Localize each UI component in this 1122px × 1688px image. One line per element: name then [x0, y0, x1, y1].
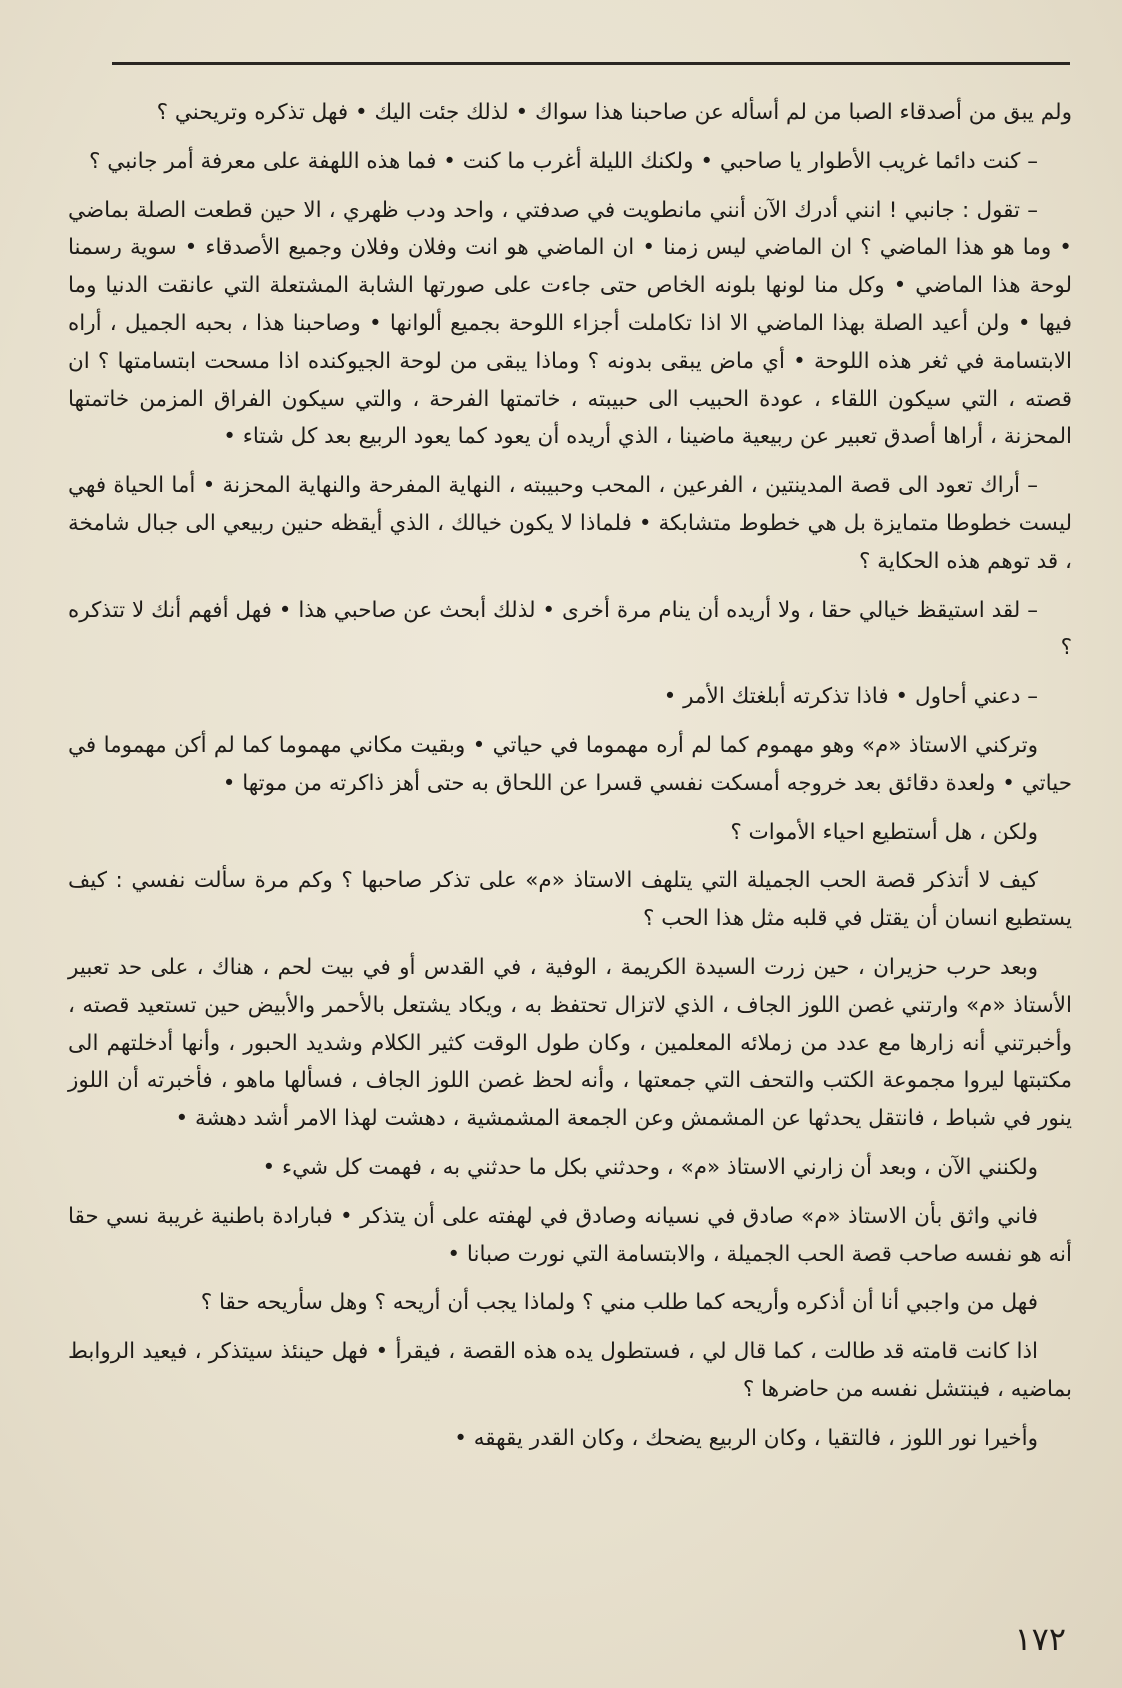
paragraph: وبعد حرب حزيران ، حين زرت السيدة الكريمة ، الوفية ، في القدس أو في بيت لحم ، هناك ، على حد تعبير الأستاذ «م» وارتني غصن اللوز الجاف ، الذي لاتزال تحتفظ به ، ويكاد يشتعل بالأحمر والأبيض حين تستعيد قصته ، وأخبرتني أنه زارها مع عدد من زملائه المعلمين ، وكان طول الوقت كثير الكلام وشديد الحبور ، وأنها أدخلتهم الى مكتبتها ليروا مجموعة الكتب والتحف التي جمعتها ، وأنه لحظ غصن اللوز الجاف ، فسألها ماهو ، فأخبرته أن اللوز ينور في شباط ، فانتقل يحدثها عن المشمش وعن الجمعة المشمشية ، دهشت لهذا الامر أشد دهشة • — [68, 954, 1072, 1132]
paragraph: وأخيرا نور اللوز ، فالتقيا ، وكان الربيع يضحك ، وكان القدر يقهقه • — [454, 1425, 1038, 1451]
paragraph: ولكنني الآن ، وبعد أن زارني الاستاذ «م» ، وحدثني بكل ما حدثني به ، فهمت كل شيء • — [262, 1154, 1038, 1180]
page-number: ١٧٢ — [1014, 1620, 1066, 1658]
paragraph: فاني واثق بأن الاستاذ «م» صادق في نسيانه وصادق في لهفته على أن يتذكر • فبارادة باطنية غريبة نسي حقا أنه هو نفسه صاحب قصة الحب الجميلة ، والابتسامة التي نورت صبانا • — [68, 1203, 1072, 1267]
paragraph: كيف لا أتذكر قصة الحب الجميلة التي يتلهف الاستاذ «م» على تذكر صاحبها ؟ وكم مرة سألت نفسي : كيف يستطيع انسان أن يقتل في قلبه مثل هذا الحب ؟ — [68, 868, 1072, 932]
dialogue-paragraph: – تقول : جانبي ! انني أدرك الآن أنني مانطويت في صدفتي ، واحد ودب ظهري ، الا حين قطعت الصلة بماضي • وما هو هذا الماضي ؟ ان الماضي ليس زمنا • ان الماضي هو انت وفلان وفلان وجميع الأصدقاء • سوية رسمنا لوحة هذا الماضي • وكل منا لونها بلونه الخاص حتى جاءت على صورتها الشابة المشتعلة التي عانقت الدنيا وما فيها • ولن أعيد الصلة بهذا الماضي الا اذا تكاملت أجزاء اللوحة بجميع ألوانها • وصاحبنا هذا ، بحبه الجميل ، أراه الابتسامة في ثغر هذه اللوحة • أي ماض يبقى بدونه ؟ وماذا يبقى من لوحة الجيوكنده اذا مسحت ابتسامتها ؟ ان قصته ، التي سيكون اللقاء ، عودة الحبيب الى حبيبته ، خاتمتها الفرحة ، والتي سيكون الفراق المزمن خاتمتها المحزنة ، أراها أصدق تعبير عن ربيعية ماضينا ، الذي أريده أن يعود كما يعود الربيع بعد كل شتاء • — [68, 197, 1072, 450]
dialogue-paragraph: – أراك تعود الى قصة المدينتين ، الفرعين ، المحب وحبيبته ، النهاية المفرحة والنهاية المحزنة • أما الحياة فهي ليست خطوطا متمايزة بل هي خطوط متشابكة • فلماذا لا يكون خيالك ، الذي أيقظه حنين ربيعي الى جبال شامخة ، قد توهم هذه الحكاية ؟ — [68, 473, 1072, 574]
paragraph: ولم يبق من أصدقاء الصبا من لم أسأله عن صاحبنا هذا سواك • لذلك جئت اليك • فهل تذكره وتريحني ؟ — [156, 100, 1072, 125]
paragraph: ولكن ، هل أستطيع احياء الأموات ؟ — [730, 819, 1038, 845]
dialogue-paragraph: – لقد استيقظ خيالي حقا ، ولا أريده أن ينام مرة أخرى • لذلك أبحث عن صاحبي هذا • فهل أفهم أنك لا تتذكره ؟ — [68, 597, 1072, 661]
dialogue-paragraph: – كنت دائما غريب الأطوار يا صاحبي • ولكنك الليلة أغرب ما كنت • فما هذه اللهفة على معرفة أمر جانبي ؟ — [89, 148, 1038, 174]
paragraph: وتركني الاستاذ «م» وهو مهموم كما لم أره مهموما في حياتي • وبقيت مكاني مهموما كما لم أكن مهموما في حياتي • ولعدة دقائق بعد خروجه أمسكت نفسي قسرا عن اللحاق به حتى أهز ذاكرته من موتها • — [68, 732, 1072, 796]
paragraph: اذا كانت قامته قد طالت ، كما قال لي ، فستطول يده هذه القصة ، فيقرأ • فهل حينئذ سيتذكر ، فيعيد الروابط بماضيه ، فينتشل نفسه من حاضرها ؟ — [68, 1339, 1072, 1402]
page-text — [68, 94, 1072, 1469]
paragraph: فهل من واجبي أنا أن أذكره وأريحه كما طلب مني ؟ ولماذا يجب أن أريحه ؟ وهل سأريحه حقا ؟ — [200, 1290, 1038, 1316]
dialogue-paragraph: – دعني أحاول • فاذا تذكرته أبلغتك الأمر • — [663, 684, 1038, 710]
header-rule — [112, 62, 1070, 65]
